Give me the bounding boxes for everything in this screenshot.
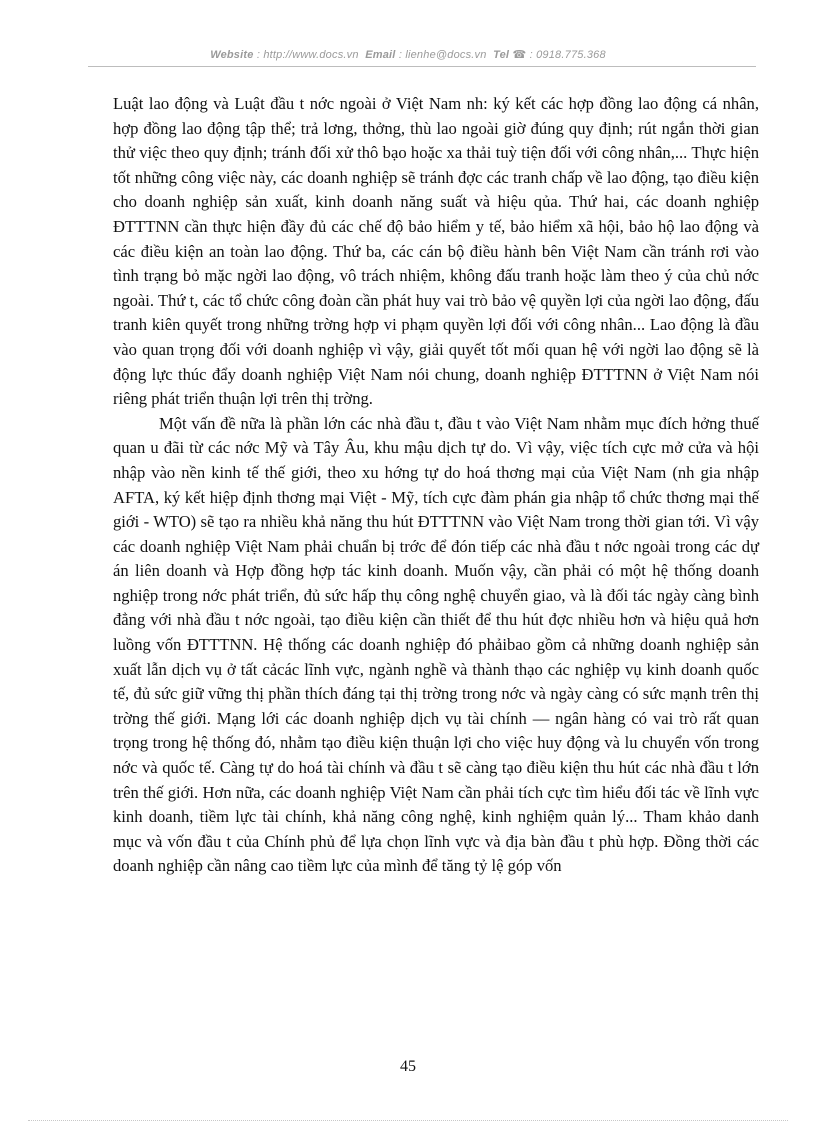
email-label: Email xyxy=(365,49,396,61)
website-label: Website xyxy=(210,49,254,61)
header-divider xyxy=(88,66,756,67)
footer-divider xyxy=(28,1120,788,1121)
paragraph: Một vấn đề nữa là phần lớn các nhà đầu t, đầu t vào Việt Nam nhằm mục đích hởng thuế quan u đãi từ các nớc Mỹ và Tây Âu, khu mậu dịch tự do. Vì vậy, việc tích cực mở cửa và hội nhập vào nền kinh tế thế giới, theo xu hớng tự do hoá thơng mại của Việt Nam (nh gia nhập AFTA, ký kết hiệp định thơng mại Việt - Mỹ, tích cực đàm phán gia nhập tổ chức thơng mại thế giới - WTO) sẽ tạo ra nhiều khả năng thu hút ĐTTTNN vào Việt Nam trong thời gian tới. Vì vậy các doanh nghiệp Việt Nam phải chuẩn bị trớc để đón tiếp các nhà đầu t nớc ngoài trong các dự án liên doanh và Hợp đồng hợp tác kinh doanh. Muốn vậy, cần phải có một hệ thống doanh nghiệp trong nớc phát triển, đủ sức hấp thụ công nghệ chuyển giao, và là đối tác ngày càng bình đẳng với nhà đầu t nớc ngoài, tạo điều kiện cần thiết để thu hút đợc nhiều hơn và hiệu quả hơn luồng vốn ĐTTTNN. Hệ thống các doanh nghiệp đó phảibao gồm cả những doanh nghiệp sản xuất lẫn dịch vụ ở tất cảcác lĩnh vực, ngành nghề và thành thạo các nghiệp vụ kinh doanh quốc tế, đủ sức giữ vững thị phần thích đáng tại thị trờng trong nớc và ngày càng có sức mạnh trên thị trờng thế giới. Mạng lới các doanh nghiệp dịch vụ tài chính — ngân hàng có vai trò rất quan trọng trong hệ thống đó, nhằm tạo điều kiện thuận lợi cho việc huy động và lu chuyển vốn trong nớc và quốc tế. Càng tự do hoá tài chính và đầu t sẽ càng tạo điều kiện thu hút các nhà đầu t lớn trên thế giới. Hơn nữa, các doanh nghiệp Việt Nam cần phải tích cực tìm hiểu đối tác về lĩnh vực kinh doanh, tiềm lực tài chính, khả năng công nghệ, kinh nghiệm quản lý... Tham khảo danh mục và vốn đầu t của Chính phủ để lựa chọn lĩnh vực và địa bàn đầu t phù hợp. Đồng thời các doanh nghiệp cần nâng cao tiềm lực của mình để tăng tỷ lệ góp vốn xyxy=(113,413,759,876)
email-link[interactable]: : lienhe@docs.vn xyxy=(398,49,487,61)
tel-value: ☎ : 0918.775.368 xyxy=(512,49,606,61)
website-link[interactable]: : http://www.docs.vn xyxy=(256,49,359,61)
document-body xyxy=(113,92,759,879)
tel-label: Tel xyxy=(493,49,510,61)
paragraph: Luật lao động và Luật đầu t nớc ngoài ở Việt Nam nh: ký kết các hợp đồng lao động cá nhân, hợp đồng lao động tập thể; trả lơng, thởng, thù lao ngoài giờ đúng quy định; rút ngắn thời gian thử việc theo quy định; tránh đối xử thô bạo hoặc xa thải tuỳ tiện đối với công nhân,... Thực hiện tốt những công việc này, các doanh nghiệp sẽ tránh đợc các tranh chấp về lao động, tạo điều kiện cho doanh nghiệp sản xuất, kinh doanh năng suất và hiệu qủa. Thứ hai, các doanh nghiệp ĐTTTNN cần thực hiện đầy đủ các chế độ bảo hiểm y tế, bảo hiểm xã hội, bảo hộ lao động và các điều kiện an toàn lao động. Thứ ba, các cán bộ điều hành bên Việt Nam cần tránh rơi vào tình trạng bỏ mặc ngời lao động, vô trách nhiệm, không đấu tranh hoặc làm theo ý của chủ nớc ngoài. Thứ t, các tổ chức công đoàn cần phát huy vai trò bảo vệ quyền lợi của ngời lao động, đấu tranh kiên quyết trong những trờng hợp vi phạm quyền lợi đối với công nhân... Lao động là đầu vào quan trọng đối với doanh nghiệp vì vậy, giải quyết tốt mối quan hệ với ngời lao động sẽ là động lực thúc đẩy doanh nghiệp Việt Nam nói chung, doanh nghiệp ĐTTTNN ở Việt Nam nói riêng phát triển thuận lợi trên thị trờng. xyxy=(113,94,759,409)
page-header xyxy=(0,48,816,61)
page-number: 45 xyxy=(400,1058,416,1075)
